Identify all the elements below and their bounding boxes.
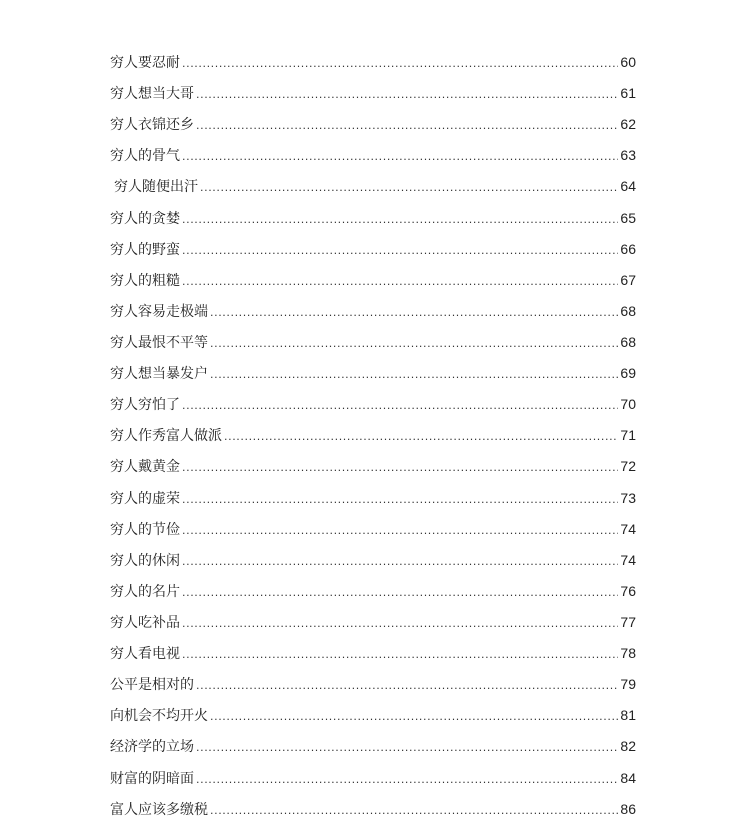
toc-entry[interactable] [110, 731, 636, 762]
toc-entry-page-number: 71 [620, 427, 636, 444]
toc-entry-title: 穷人想当大哥 [110, 86, 194, 103]
toc-entry-title: 穷人的野蛮 [110, 241, 180, 258]
dot-leader [182, 141, 618, 172]
toc-entry-title: 穷人随便出汗 [114, 179, 198, 196]
toc-entry-page-number: 78 [620, 645, 636, 662]
toc-entry-title: 穷人戴黄金 [110, 459, 180, 476]
toc-entry-title: 穷人作秀富人做派 [110, 428, 222, 445]
toc-entry-page-number: 64 [620, 178, 636, 195]
toc-entry[interactable] [110, 78, 636, 109]
toc-entry-page-number: 67 [620, 271, 636, 288]
dot-leader [210, 795, 618, 826]
dot-leader [224, 421, 618, 452]
toc-entry-page-number: 68 [620, 302, 636, 319]
dot-leader [210, 701, 618, 732]
toc-entry-page-number: 84 [620, 769, 636, 786]
toc-entry-page-number: 69 [620, 365, 636, 382]
toc-entry-title: 公平是相对的 [110, 677, 194, 694]
toc-entry[interactable] [110, 296, 636, 327]
toc-entry-title: 富人应该多缴税 [110, 801, 208, 818]
toc-entry-page-number: 74 [620, 520, 636, 537]
toc-entry[interactable] [110, 483, 636, 514]
dot-leader [196, 670, 618, 701]
toc-entry-title: 穷人要忍耐 [110, 55, 180, 71]
toc-entry-title: 穷人的名片 [110, 583, 180, 600]
toc-entry[interactable] [110, 327, 636, 358]
dot-leader [182, 235, 618, 266]
toc-entry[interactable] [110, 420, 636, 451]
toc-entry-page-number: 65 [620, 209, 636, 226]
toc-entry[interactable] [110, 265, 636, 296]
dot-leader [196, 732, 618, 763]
toc-entry-page-number: 86 [620, 800, 636, 817]
dot-leader [182, 515, 618, 546]
toc-entry-title: 穷人最恨不平等 [110, 334, 208, 351]
toc-entry-title: 穷人的贪婪 [110, 210, 180, 227]
toc-entry[interactable] [110, 234, 636, 265]
toc-entry-title: 穷人的虚荣 [110, 490, 180, 507]
toc-entry[interactable] [110, 545, 636, 576]
toc-entry[interactable] [110, 140, 636, 171]
toc-entry-title: 向机会不均开火 [110, 708, 208, 725]
toc-entry-title: 穷人的骨气 [110, 148, 180, 165]
toc-entry[interactable] [110, 514, 636, 545]
toc-entry[interactable] [110, 47, 636, 78]
toc-entry[interactable] [110, 669, 636, 700]
toc-entry-title: 穷人看电视 [110, 646, 180, 663]
table-of-contents [110, 47, 636, 825]
toc-entry-page-number: 66 [620, 240, 636, 257]
dot-leader [196, 110, 618, 141]
dot-leader [210, 297, 618, 328]
toc-entry-title: 穷人想当暴发户 [110, 366, 208, 383]
toc-entry-title: 穷人的节俭 [110, 521, 180, 538]
toc-entry[interactable] [110, 171, 636, 202]
toc-entry[interactable] [110, 576, 636, 607]
toc-entry-title: 经济学的立场 [110, 739, 194, 756]
toc-entry-page-number: 70 [620, 396, 636, 413]
dot-leader [182, 484, 618, 515]
dot-leader [210, 359, 618, 390]
toc-entry-page-number: 76 [620, 582, 636, 599]
toc-entry-page-number: 68 [620, 333, 636, 350]
toc-entry[interactable] [110, 109, 636, 140]
toc-entry-page-number: 81 [620, 707, 636, 724]
dot-leader [182, 577, 618, 608]
toc-entry-page-number: 63 [620, 147, 636, 164]
toc-entry-title: 财富的阴暗面 [110, 770, 194, 787]
toc-entry[interactable] [110, 700, 636, 731]
toc-entry[interactable] [110, 763, 636, 794]
dot-leader [182, 546, 618, 577]
toc-entry-page-number: 72 [620, 458, 636, 475]
toc-entry[interactable] [110, 638, 636, 669]
toc-entry-page-number: 61 [620, 85, 636, 102]
toc-entry[interactable] [110, 607, 636, 638]
dot-leader [182, 204, 618, 235]
dot-leader [182, 452, 618, 483]
dot-leader [196, 79, 618, 110]
toc-entry-page-number: 79 [620, 676, 636, 693]
toc-entry-title: 穷人吃补品 [110, 614, 180, 631]
toc-entry-title: 穷人容易走极端 [110, 303, 208, 320]
toc-entry-page-number: 82 [620, 738, 636, 755]
dot-leader [182, 390, 618, 421]
toc-entry[interactable] [110, 389, 636, 420]
toc-entry-title: 穷人衣锦还乡 [110, 117, 194, 134]
toc-entry-page-number: 62 [620, 116, 636, 133]
toc-entry-page-number: 77 [620, 613, 636, 630]
dot-leader [182, 48, 618, 79]
toc-entry-page-number: 74 [620, 551, 636, 568]
dot-leader [210, 328, 618, 359]
toc-entry-page-number: 60 [620, 54, 636, 70]
toc-entry[interactable] [110, 451, 636, 482]
toc-entry-title: 穷人穷怕了 [110, 397, 180, 414]
toc-entry[interactable] [110, 794, 636, 825]
toc-entry[interactable] [110, 203, 636, 234]
dot-leader [196, 764, 618, 795]
dot-leader [200, 172, 618, 203]
dot-leader [182, 639, 618, 670]
toc-entry[interactable] [110, 358, 636, 389]
dot-leader [182, 608, 618, 639]
toc-entry-page-number: 73 [620, 489, 636, 506]
dot-leader [182, 266, 618, 297]
toc-entry-title: 穷人的休闲 [110, 552, 180, 569]
toc-entry-title: 穷人的粗糙 [110, 272, 180, 289]
